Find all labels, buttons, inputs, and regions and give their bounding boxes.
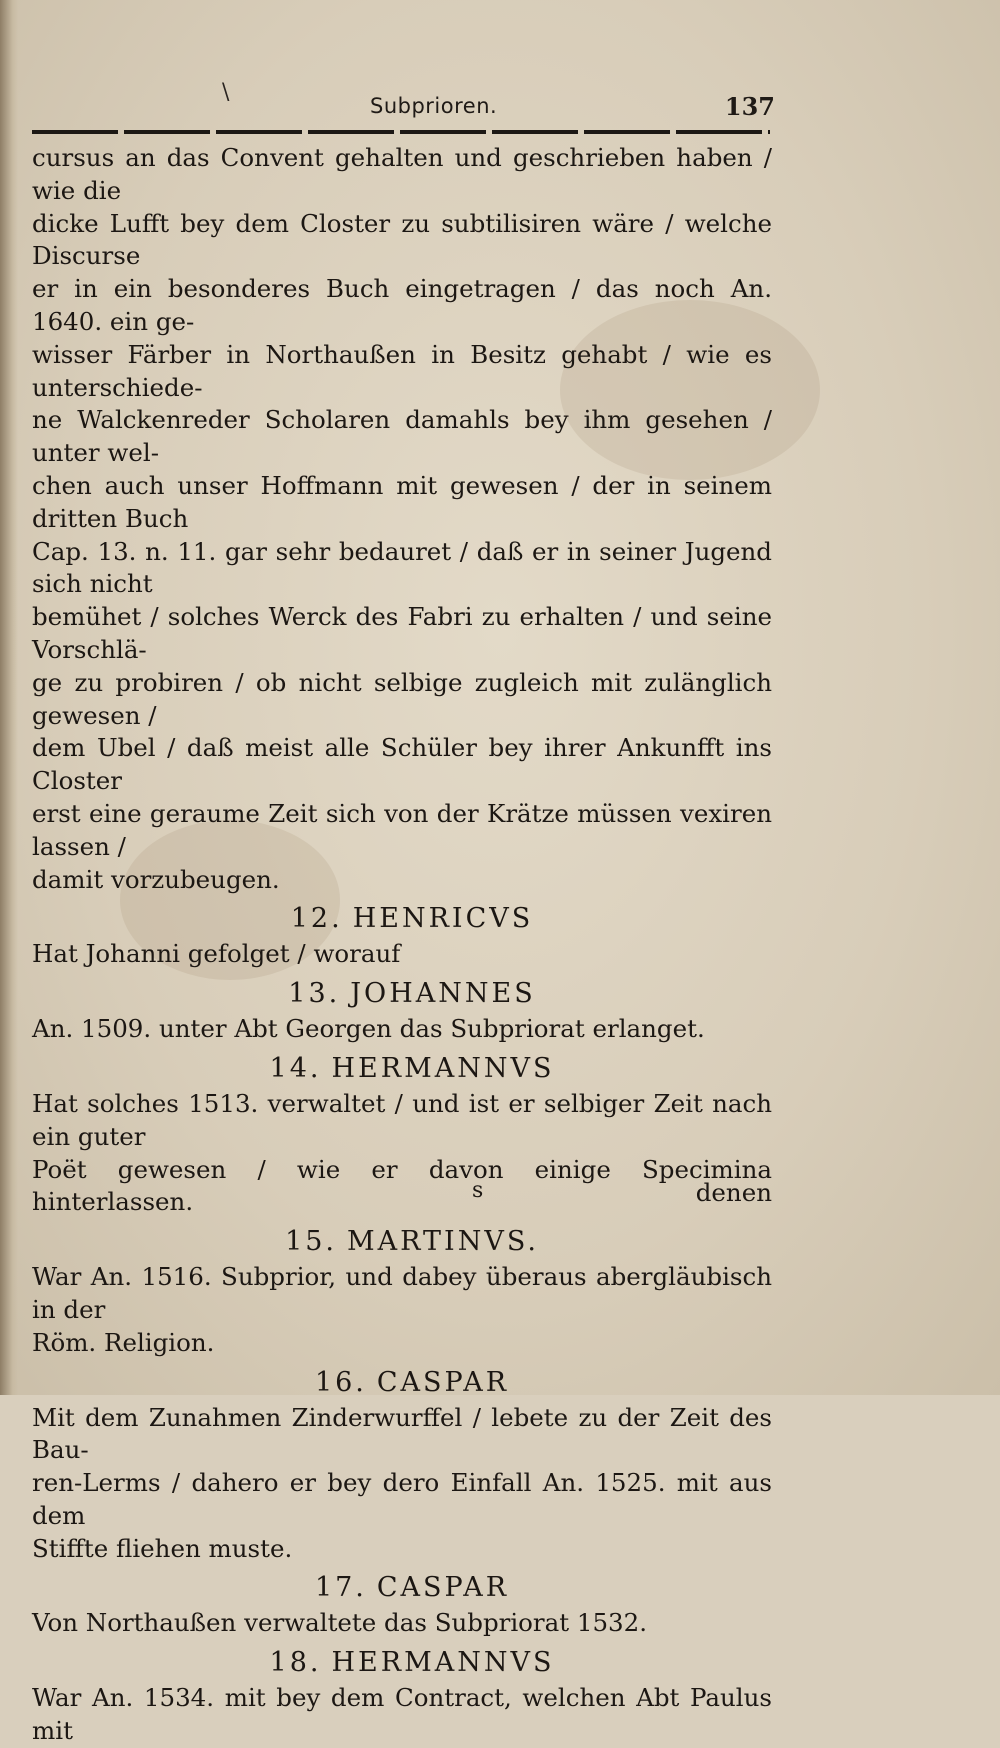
entry-number: 14.	[269, 1052, 322, 1084]
entry-number: 13.	[288, 978, 341, 1010]
entry-name: HENRICVS	[352, 903, 534, 935]
entry-heading	[32, 1569, 772, 1607]
header-mark: \	[222, 80, 230, 105]
entry-heading	[32, 1644, 772, 1682]
text-line: Hat Johanni gefolget / worauf	[32, 939, 401, 969]
entry-text	[32, 1261, 772, 1359]
entry-name: MARTINVS.	[347, 1226, 539, 1258]
entry-number: 18.	[269, 1647, 322, 1679]
text-line: Mit dem Zunahmen Zinderwurffel / lebete zu der Zeit des Bau-	[32, 1402, 772, 1465]
entry-name: CASPAR	[376, 1572, 510, 1604]
page-footer	[32, 1178, 772, 1210]
text-line: erst eine geraume Zeit sich von der Krätze müssen vexiren lassen /	[32, 798, 772, 861]
text-line: War An. 1516. Subprior, und dabey überaus abergläubisch in der	[32, 1262, 772, 1324]
entry-15	[32, 1223, 772, 1359]
opening-paragraph	[32, 142, 772, 896]
entry-13	[32, 975, 772, 1046]
entry-17	[32, 1569, 772, 1640]
entry-heading	[32, 1050, 772, 1088]
entry-number: 17.	[314, 1572, 367, 1604]
entry-heading	[32, 975, 772, 1013]
text-line: ne Walckenreder Scholaren damahls bey ihm gesehen / unter wel-	[32, 405, 772, 468]
text-line: Von Northaußen verwaltete das Subpriorat 1532.	[32, 1608, 648, 1638]
running-head: Subprioren.	[370, 94, 498, 118]
text-line: cursus an das Convent gehalten und geschrieben haben / wie die	[32, 143, 772, 205]
entry-heading	[32, 1364, 772, 1402]
page-header	[30, 80, 775, 128]
page-number: 137	[724, 92, 775, 121]
text-line: War An. 1534. mit bey dem Contract, welchen Abt Paulus mit	[32, 1683, 772, 1746]
body-text	[32, 142, 772, 1748]
text-line: damit vorzubeugen.	[32, 864, 280, 894]
entry-text	[32, 1682, 772, 1748]
entry-text	[32, 1607, 772, 1640]
entry-number: 12.	[290, 903, 343, 935]
catchword: denen	[695, 1178, 772, 1207]
text-line: dem Ubel / daß meist alle Schüler bey ihrer Ankunfft ins Closter	[32, 733, 772, 796]
entry-18	[32, 1644, 772, 1748]
text-line: Stiffte fliehen muste.	[32, 1533, 293, 1563]
entry-12	[32, 900, 772, 971]
text-line: Cap. 13. n. 11. gar sehr bedauret / daß er in seiner Jugend sich nicht	[32, 536, 772, 599]
text-line: Hat solches 1513. verwaltet / und ist er selbiger Zeit nach ein guter	[32, 1088, 772, 1151]
text-line: Röm. Religion.	[32, 1327, 215, 1357]
text-line: ge zu probiren / ob nicht selbige zugleich mit zulänglich gewesen /	[32, 667, 772, 730]
text-line: bemühet / solches Werck des Fabri zu erhalten / und seine Vorschlä-	[32, 602, 772, 664]
text-line: dicke Lufft bey dem Closter zu subtilisiren wäre / welche Discurse	[32, 208, 772, 271]
entry-number: 15.	[285, 1226, 338, 1258]
entry-text	[32, 1013, 772, 1046]
text-line: er in ein besonderes Buch eingetragen / das noch An. 1640. ein ge-	[32, 274, 772, 336]
text-line: ren-Lerms / dahero er bey dero Einfall An. 1525. mit aus dem	[32, 1468, 772, 1530]
text-line: An. 1509. unter Abt Georgen das Subpriorat erlanget.	[32, 1014, 705, 1044]
entry-16	[32, 1364, 772, 1566]
entry-text	[32, 938, 772, 971]
entry-text	[32, 1402, 772, 1566]
entry-heading	[32, 900, 772, 938]
entry-name: HERMANNVS	[331, 1052, 555, 1084]
entry-number: 16.	[314, 1366, 367, 1398]
signature-mark: s	[472, 1178, 484, 1203]
entry-name: HERMANNVS	[331, 1647, 555, 1679]
text-line: wisser Färber in Northaußen in Besitz gehabt / wie es unterschiede-	[32, 339, 772, 402]
header-rule	[32, 130, 770, 134]
entry-name: JOHANNES	[350, 978, 536, 1010]
text-line: Poët gewesen / wie er davon einige Specimina hinterlassen.	[32, 1154, 772, 1217]
entry-heading	[32, 1223, 772, 1261]
text-line: chen auch unser Hoffmann mit gewesen / der in seinem dritten Buch	[32, 470, 772, 533]
page-edge-shadow	[0, 0, 18, 1395]
entry-name: CASPAR	[376, 1366, 510, 1398]
